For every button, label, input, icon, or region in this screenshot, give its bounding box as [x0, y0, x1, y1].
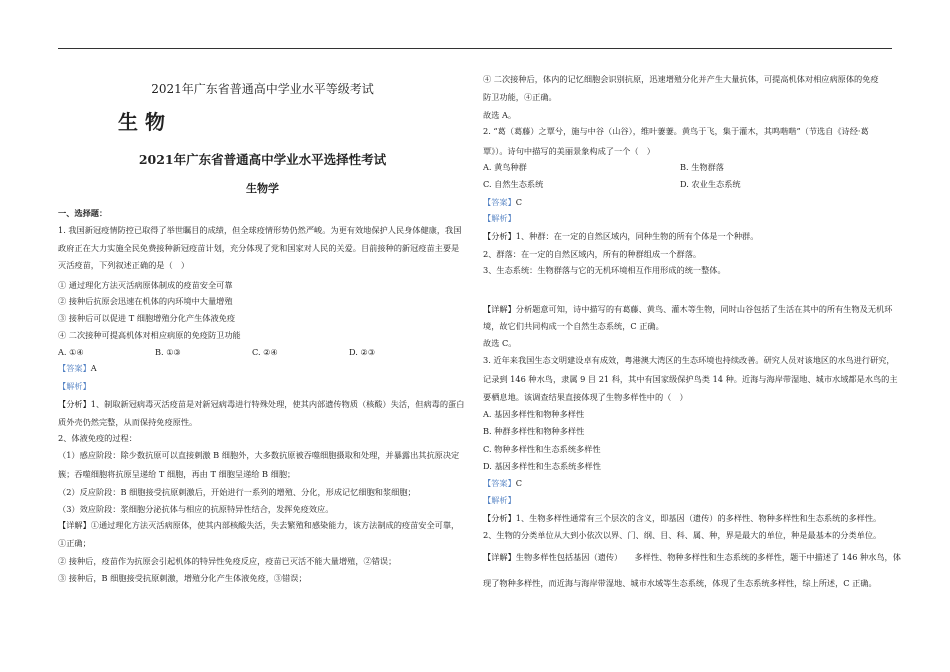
line-text: D. 基因多样性和生态系统多样性 — [483, 461, 601, 471]
text-line — [483, 494, 516, 506]
text-line — [483, 529, 881, 541]
header-rule — [58, 48, 892, 49]
section-label: 【答案】 — [483, 197, 516, 207]
line-text: 1、生物多样性通常有三个层次的含义，即基因（遗传）的多样性、物种多样性和生态系统的多样性。 — [515, 513, 882, 523]
text-line — [483, 512, 881, 524]
line-text: A — [90, 363, 97, 373]
line-text: B. 种群多样性和物种多样性 — [483, 426, 585, 436]
text-line — [483, 196, 522, 208]
line-text: ③ 接种后可以促进 T 细胞增殖分化产生体液免疫 — [58, 313, 236, 323]
text-line — [58, 279, 233, 291]
answer-option: D. 农业生态系统 — [680, 179, 741, 189]
line-text: C — [515, 197, 523, 207]
line-text: 2、体液免疫的过程： — [58, 433, 137, 443]
text-line — [58, 362, 97, 374]
line-text: 覃》）。诗句中描写的美丽景象构成了一个（ ） — [483, 146, 655, 156]
section-label: 【详解】 — [58, 520, 91, 530]
line-text: 一、选择题： — [58, 208, 108, 218]
answer-option: A. 黄鸟种群 — [483, 162, 527, 172]
line-text: 2. “葛（葛藤）之覃兮，施与中谷（山谷），维叶萋萋。黄鸟于飞，集于灌木，其鸣喈喈”（节选自《诗经·葛 — [483, 126, 869, 136]
text-line — [483, 443, 601, 455]
line-text: 2、生物的分类单位从大到小依次以界、门、纲、目、科、属、种，界是最大的单位，种是最基本的分类单位。 — [483, 530, 882, 540]
line-text: ④ 二次接种后，体内的记忆细胞会识别抗原，迅速增殖分化并产生大量抗体，可提高机体对相应病原体的免疫 — [483, 74, 879, 84]
text-line — [58, 207, 107, 219]
text-line — [483, 125, 869, 137]
line-text: 故选 C。 — [483, 338, 517, 348]
text-line — [58, 398, 464, 410]
line-text: 记录到 146 种水鸟，隶属 9 目 21 科，其中有国家级保护鸟类 14 种。近海与海岸带湿地、城市水域都是水鸟的主 — [483, 374, 898, 384]
line-text: ② 接种后，疫苗作为抗原会引起机体的特异性免疫反应，疫苗已灭活不能大量增殖，②错误； — [58, 556, 397, 566]
answer-option: C. ②④ — [252, 347, 278, 357]
line-text: （3）效应阶段：浆细胞分泌抗体与相应的抗原特异性结合，发挥免疫效应。 — [58, 504, 334, 514]
section-label: 【解析】 — [483, 495, 516, 505]
line-text: 1、制取新冠病毒灭活疫苗是对新冠病毒进行特殊处理，使其内部遗传物质（核酸）失活，但病毒的蛋白 — [90, 399, 465, 409]
text-line — [483, 303, 892, 315]
section-label: 【分析】 — [483, 513, 516, 523]
text-line — [58, 555, 396, 567]
text-line — [58, 416, 197, 428]
text-line — [483, 551, 901, 563]
subject-title-2: 生物学 — [246, 182, 279, 195]
subject-title: 生 物 — [118, 110, 165, 134]
text-line — [483, 391, 688, 403]
section-label: 【答案】 — [483, 478, 516, 488]
section-label: 【解析】 — [483, 213, 516, 223]
line-text: 1. 我国新冠疫情防控已取得了举世瞩目的成绩，但全球疫情形势仍然严峻。为更有效地保护人民身体健康，我国 — [58, 225, 462, 235]
line-text: ① 通过理化方法灭活病原体制成的疫苗安全可靠 — [58, 280, 233, 290]
text-line — [58, 242, 459, 254]
text-line — [58, 486, 416, 498]
text-line — [58, 519, 459, 531]
answer-option: B. ①③ — [155, 347, 181, 357]
line-text: ①通过理化方法灭活病原体，使其内部核酸失活，失去繁殖和感染能力，该方法制成的疫苗安全可靠， — [90, 520, 460, 530]
line-text: ①正确； — [58, 538, 91, 548]
text-line — [58, 295, 233, 307]
text-line — [483, 577, 877, 589]
text-line — [483, 73, 879, 85]
line-text: 灭活疫苗，下列叙述正确的是（ ） — [58, 260, 190, 270]
exam-title-2: 2021年广东省普通高中学业水平选择性考试 — [138, 152, 387, 167]
text-line — [58, 503, 333, 515]
text-line — [58, 537, 91, 549]
text-line — [483, 91, 557, 103]
line-text: 分析题意可知，诗中描写的有葛藤、黄鸟、灌木等生物，同时山谷包括了生活在其中的所有生物及无机环 — [515, 304, 893, 314]
text-line — [483, 264, 726, 276]
answer-option: A. ①④ — [58, 347, 84, 357]
line-text: 簇；吞噬细胞将抗原呈递给 T 细胞，再由 T 细胞呈递给 B 细胞； — [58, 469, 296, 479]
line-text: 故选 A。 — [483, 110, 517, 120]
text-line — [483, 248, 701, 260]
answer-option: B. 生物群落 — [680, 162, 724, 172]
line-text: 境，故它们共同构成一个自然生态系统，C 正确。 — [483, 321, 664, 331]
text-line — [58, 432, 137, 444]
section-label: 【分析】 — [483, 231, 516, 241]
section-label: 【解析】 — [58, 381, 91, 391]
text-line — [58, 259, 189, 271]
text-line — [483, 373, 898, 385]
text-line — [483, 320, 664, 332]
line-text: 要栖息地。该调查结果直接体现了生物多样性中的（ ） — [483, 392, 688, 402]
text-line — [483, 109, 516, 121]
section-label: 【答案】 — [58, 363, 91, 373]
line-text: 防卫功能，④正确。 — [483, 92, 557, 102]
text-line — [58, 224, 461, 236]
text-line — [58, 449, 459, 461]
answer-option: C. 自然生态系统 — [483, 179, 544, 189]
text-line — [483, 477, 522, 489]
text-line — [58, 312, 235, 324]
exam-title: 2021年广东省普通高中学业水平等级考试 — [151, 82, 374, 96]
line-text: C. 物种多样性和生态系统多样性 — [483, 444, 601, 454]
line-text: 3、生态系统：生物群落与它的无机环境相互作用形成的统一整体。 — [483, 265, 726, 275]
text-line — [58, 468, 295, 480]
line-text: 质外壳仍然完整，从而保持免疫原性。 — [58, 417, 198, 427]
line-text: （1）感应阶段：除少数抗原可以直接刺激 B 细胞外，大多数抗原被吞噬细胞摄取和处理，并暴露出其抗原决定 — [58, 450, 460, 460]
text-line — [483, 354, 895, 366]
line-text: 政府正在大力实施全民免费接种新冠疫苗计划，充分体现了党和国家对人民的关爱。目前接种的新冠疫苗主要是 — [58, 243, 460, 253]
line-text: 1、种群：在一定的自然区域内，同种生物的所有个体是一个种群。 — [515, 231, 759, 241]
text-line — [483, 460, 601, 472]
section-label: 【详解】 — [483, 304, 516, 314]
text-line — [58, 380, 91, 392]
line-text: C — [515, 478, 523, 488]
section-label: 【分析】 — [58, 399, 91, 409]
text-line — [483, 408, 584, 420]
line-text: ② 接种后抗原会迅速在机体的内环境中大量增殖 — [58, 296, 233, 306]
text-line — [58, 572, 307, 584]
line-text: A. 基因多样性和物种多样性 — [483, 409, 585, 419]
line-text: ③ 接种后，B 细胞接受抗原刺激，增殖分化产生体液免疫，③错误； — [58, 573, 307, 583]
answer-option: D. ②③ — [349, 347, 376, 357]
line-text: 2、群落：在一定的自然区域内，所有的种群组成一个群落。 — [483, 249, 702, 259]
text-line — [58, 329, 241, 341]
text-line — [483, 145, 655, 157]
line-text: 现了物种多样性，而近海与海岸带湿地、城市水域等生态系统，体现了生态系统多样性，综上所述，C 正确。 — [483, 578, 877, 588]
line-text: 3. 近年来我国生态文明建设卓有成效，粤港澳大湾区的生态环境也持续改善。研究人员对该地区的水鸟进行研究， — [483, 355, 895, 365]
line-text: （2）反应阶段：B 细胞接受抗原刺激后，开始进行一系列的增殖、分化，形成记忆细胞和浆细胞； — [58, 487, 416, 497]
section-label: 【详解】 — [483, 552, 516, 562]
text-line — [483, 425, 584, 437]
text-line — [483, 230, 758, 242]
line-text: 生物多样性包括基因（遗传） 多样性、物种多样性和生态系统的多样性，题干中描述了 146 种水鸟，体 — [515, 552, 901, 562]
line-text: ④ 二次接种可提高机体对相应病原的免疫防卫功能 — [58, 330, 241, 340]
text-line — [483, 337, 516, 349]
text-line — [483, 212, 516, 224]
